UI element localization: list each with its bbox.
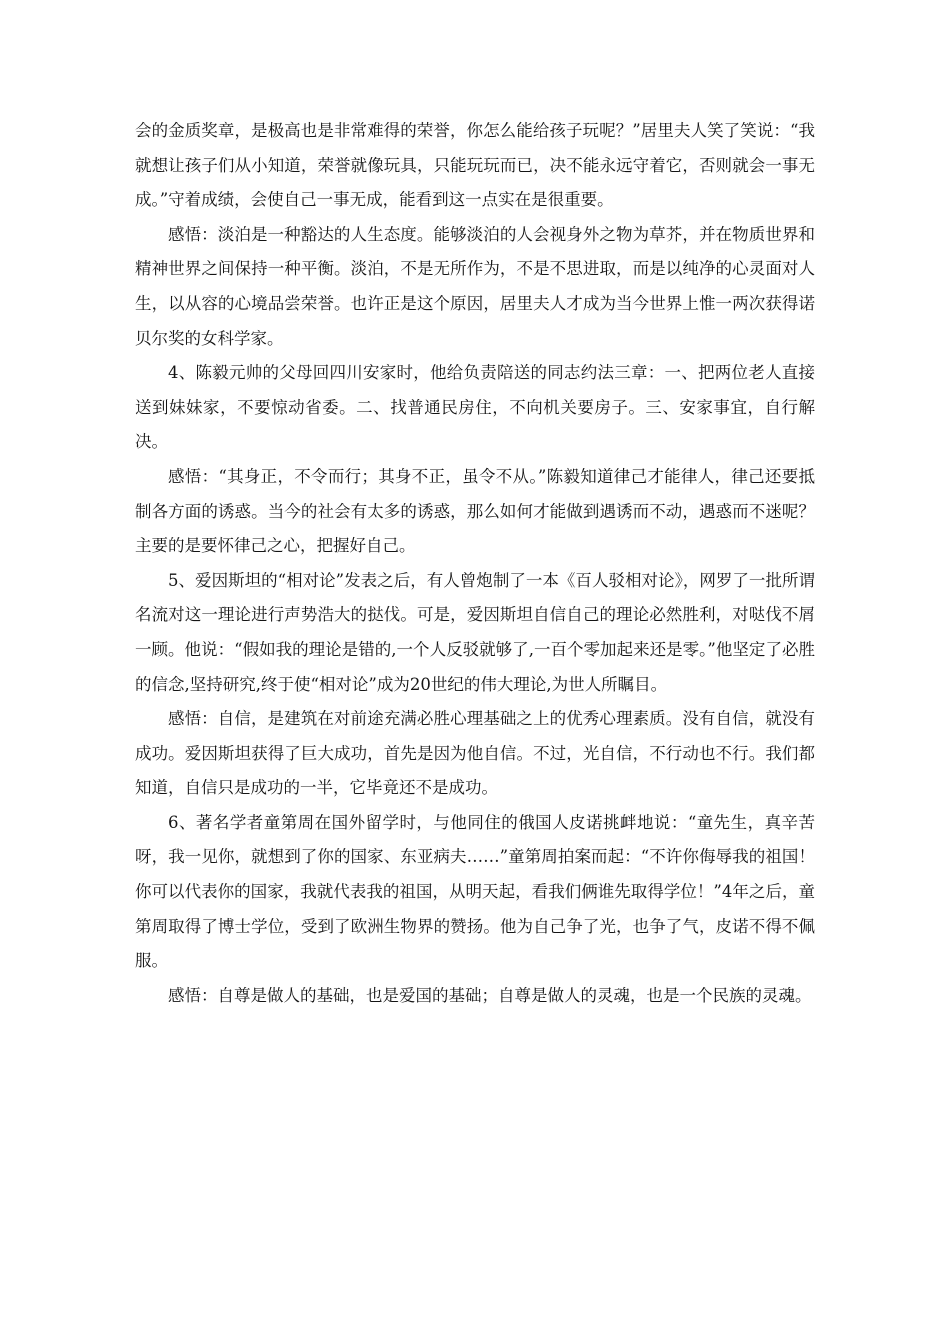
paragraph-insight-indifference: 感悟：淡泊是一种豁达的人生态度。能够淡泊的人会视身外之物为草芥，并在物质世界和精神世界之间保持一种平衡。淡泊，不是无所作为，不是不思进取，而是以纯净的心灵面对人生，以从容的心境品尝荣誉。也许正是这个原因，居里夫人才成为当今世界上惟一两次获得诺贝尔奖的女科学家。: [135, 224, 815, 348]
paragraph-curie-story-end: 会的金质奖章，是极高也是非常难得的荣誉，你怎么能给孩子玩呢？”居里夫人笑了笑说：“我就想让孩子们从小知道，荣誉就像玩具，只能玩玩而已，决不能永远守着它，否则就会一事无成。”守着成绩，会使自己一事无成，能看到这一点实在是很重要。: [135, 121, 815, 210]
paragraph-story-chen-yi: 4、陈毅元帅的父母回四川安家时，他给负责陪送的同志约法三章：一、把两位老人直接送到妹妹家，不要惊动省委。二、找普通民房住，不向机关要房子。三、安家事宜，自行解决。: [135, 363, 815, 452]
paragraph-story-tong-dizhou: 6、著名学者童第周在国外留学时，与他同住的俄国人皮诺挑衅地说：“童先生，真辛苦呀，我一见你，就想到了你的国家、东亚病夫……”童第周拍案而起：“不许你侮辱我的祖国！你可以代表你的国家，我就代表我的祖国，从明天起，看我们俩谁先取得学位！”4年之后，童第周取得了博士学位，受到了欧洲生物界的赞扬。他为自己争了光，也争了气，皮诺不得不佩服。: [135, 812, 815, 971]
paragraph-insight-self-discipline: 感悟：“其身正，不令而行；其身不正，虽令不从。”陈毅知道律己才能律人，律己还要抵制各方面的诱惑。当今的社会有太多的诱惑，那么如何才能做到遇诱而不动，遇惑而不迷呢？主要的是要怀律己之心，把握好自己。: [135, 466, 815, 556]
document-body: [135, 114, 815, 1013]
paragraph-story-einstein: 5、爱因斯坦的“相对论”发表之后，有人曾炮制了一本《百人驳相对论》，网罗了一批所谓名流对这一理论进行声势浩大的挞伐。可是，爱因斯坦自信自己的理论必然胜利，对哒伐不屑一顾。他说：“假如我的理论是错的,一个人反驳就够了,一百个零加起来还是零。”他坚定了必胜的信念,坚持研究,终于使“相对论”成为20世纪的伟大理论,为世人所瞩目。: [135, 570, 815, 694]
paragraph-insight-self-respect: 感悟：自尊是做人的基础，也是爱国的基础；自尊是做人的灵魂，也是一个民族的灵魂。: [168, 985, 812, 1005]
paragraph-insight-self-confidence: 感悟：自信，是建筑在对前途充满必胜心理基础之上的优秀心理素质。没有自信，就没有成功。爱因斯坦获得了巨大成功，首先是因为他自信。不过，光自信，不行动也不行。我们都知道，自信只是成功的一半，它毕竟还不是成功。: [135, 709, 815, 798]
